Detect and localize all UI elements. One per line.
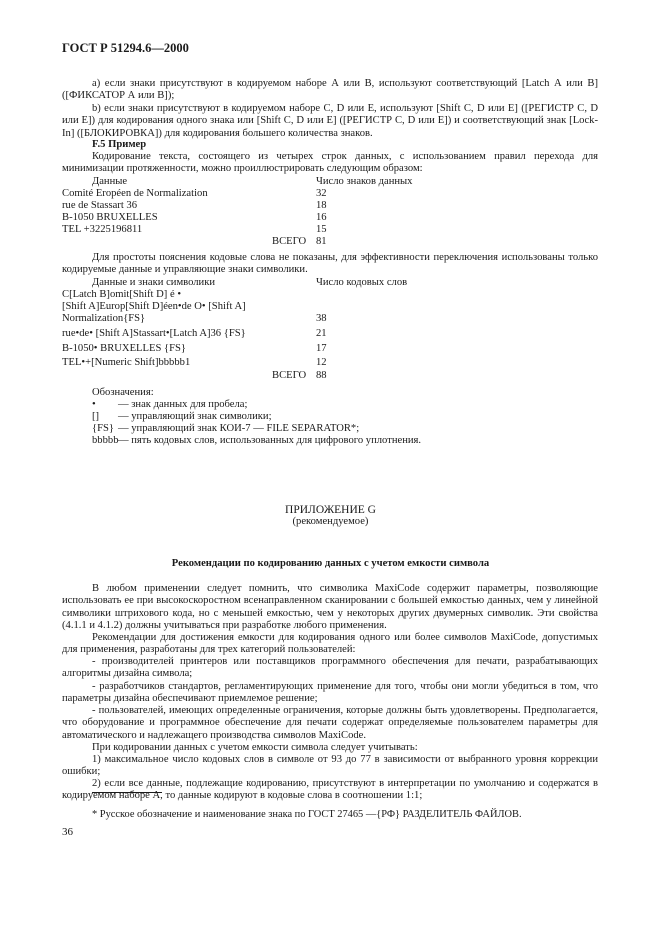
table1-row-count: 18 — [316, 200, 327, 211]
table2-row-count: 21 — [316, 328, 327, 339]
appendix-title: ПРИЛОЖЕНИЕ G — [285, 504, 376, 516]
example-heading: F.5 Пример — [92, 139, 147, 150]
legend-item — [92, 423, 359, 435]
document-header: ГОСТ Р 51294.6—2000 — [62, 41, 189, 55]
appendix-paragraph: - производителей принтеров или поставщиков программного обеспечения для печати, разрабатывающих алгоритмы дизайна символа; — [62, 656, 598, 680]
legend-symbol: bbbbb — [92, 435, 119, 446]
legend-symbol: • — [92, 399, 96, 410]
legend-text: — знак данных для пробела; — [118, 399, 248, 410]
legend-title: Обозначения: — [92, 387, 154, 398]
table1-total-label: ВСЕГО — [272, 236, 307, 247]
table2-header-count: Число кодовых слов — [316, 277, 408, 288]
table1-row-count: 32 — [316, 188, 327, 199]
table2-total-value: 88 — [316, 370, 327, 381]
table1-header-data: Данные — [92, 176, 128, 187]
table2-header-data: Данные и знаки символики — [92, 277, 216, 288]
paragraph-a: а) если знаки присутствуют в кодируемом наборе А или В, используют соответствующий [Latch А или В] ([ФИКСАТОР А или В]); — [62, 78, 598, 102]
table2-row-data: Normalization{FS} — [62, 313, 146, 324]
table1-row-count: 16 — [316, 212, 327, 223]
appendix-paragraph: В любом применении следует помнить, что символика MaxiCode содержит параметры, позволяющие использовать ее при высокоскоростном всенаправленном сканировании с большей емкостью данных, чем у линейной символики штрихового кода, но с меньшей емкостью, чем у некоторых других двумерных символик. Эти свойства (4.1.1 и 4.1.2) должны учитываться при разработке любого применения. — [62, 583, 598, 631]
table2-row-data: rue•de• [Shift A]Stassart•[Latch A]36 {FS} — [62, 328, 246, 339]
table1-total-value: 81 — [316, 236, 327, 247]
footnote-divider — [92, 792, 162, 793]
simplicity-note: Для простоты пояснения кодовые слова не показаны, для эффективности переключения использованы только кодируемые данные и управляющие знаки символики. — [62, 252, 598, 276]
page-number: 36 — [62, 826, 73, 838]
table2-row-data: TEL•+[Numeric Shift]bbbbb1 — [62, 357, 191, 368]
table1-row-data: TEL +3225196811 — [62, 224, 143, 235]
table1-header-count: Число знаков данных — [316, 176, 413, 187]
appendix-paragraph: При кодировании данных с учетом емкости символа следует учитывать: — [92, 742, 418, 753]
footnote: * Русское обозначение и наименование знака по ГОСТ 27465 —{РФ} РАЗДЕЛИТЕЛЬ ФАЙЛОВ. — [92, 809, 522, 820]
legend-item — [92, 399, 247, 411]
table2-row-count: 38 — [316, 313, 327, 324]
table2-row-data: [Shift A]Europ[Shift D]éen•de O• [Shift A] — [62, 301, 246, 312]
appendix-subtitle: (рекомендуемое) — [292, 516, 369, 527]
table2-row-count: 17 — [316, 343, 327, 354]
appendix-heading: Рекомендации по кодированию данных с учетом емкости символа — [171, 558, 490, 569]
appendix-paragraph: Рекомендации для достижения емкости для кодирования одного или более символов MaxiCode, допустимых для применения, разработаны для трех категорий пользователей: — [62, 632, 598, 656]
example-intro: Кодирование текста, состоящего из четырех строк данных, с использованием правил перехода для минимизации протяженности, можно проиллюстрировать следующим образом: — [62, 151, 598, 175]
appendix-paragraph: 1) максимальное число кодовых слов в символе от 93 до 77 в зависимости от выбранного уровня коррекции ошибки; — [62, 754, 598, 778]
table1-row-data: B-1050 BRUXELLES — [62, 212, 158, 223]
table1-row-data: rue de Stassart 36 — [62, 200, 138, 211]
paragraph-b: b) если знаки присутствуют в кодируемом наборе С, D или Е, используют [Shift С, D или Е] ([РЕГИСТР С, D или Е]) для кодирования одного знака или [Shift С, D или Е] ([РЕГИСТР С, D или Е]) и соответствующий знак [Lock-In] ([БЛОКИРОВКА]) для кодирования большего количества знаков. — [62, 103, 598, 139]
legend-symbol: {FS} — [92, 423, 114, 434]
table1-row-data: Comité Eropéen de Normalization — [62, 188, 208, 199]
appendix-paragraph: - разработчиков стандартов, регламентирующих применение для того, чтобы они могли убедиться в том, что параметры дизайна обеспечивают приемлемое решение; — [62, 681, 598, 705]
table2-row-count: 12 — [316, 357, 327, 368]
table2-total-label: ВСЕГО — [272, 370, 307, 381]
legend-item — [92, 435, 421, 447]
table1-row-count: 15 — [316, 224, 327, 235]
legend-text: — управляющий знак КОИ-7 — FILE SEPARATOR*; — [118, 423, 360, 434]
appendix-paragraph: - пользователей, имеющих определенные ограничения, которые должны быть удовлетворены. Предполагается, что оборудование и программное обеспечение для печати содержат определяемые пользователем параметры для автоматического и надлежащего производства символов MaxiCode. — [62, 705, 598, 741]
legend-item — [92, 411, 272, 423]
table2-row-data: B-1050• BRUXELLES {FS} — [62, 343, 186, 354]
legend-symbol: [] — [92, 411, 100, 422]
table2-row-data: C[Latch B]omit[Shift D] é • — [62, 289, 182, 300]
legend-text: — управляющий знак символики; — [118, 411, 272, 422]
legend-text: — пять кодовых слов, использованных для цифрового уплотнения. — [118, 435, 422, 446]
appendix-paragraph: 2) если все данные, подлежащие кодированию, присутствуют в интерпретации по умолчанию и содержатся в кодируемом наборе А, то данные кодируют в кодовые слова в соотношении 1:1; — [62, 778, 598, 802]
